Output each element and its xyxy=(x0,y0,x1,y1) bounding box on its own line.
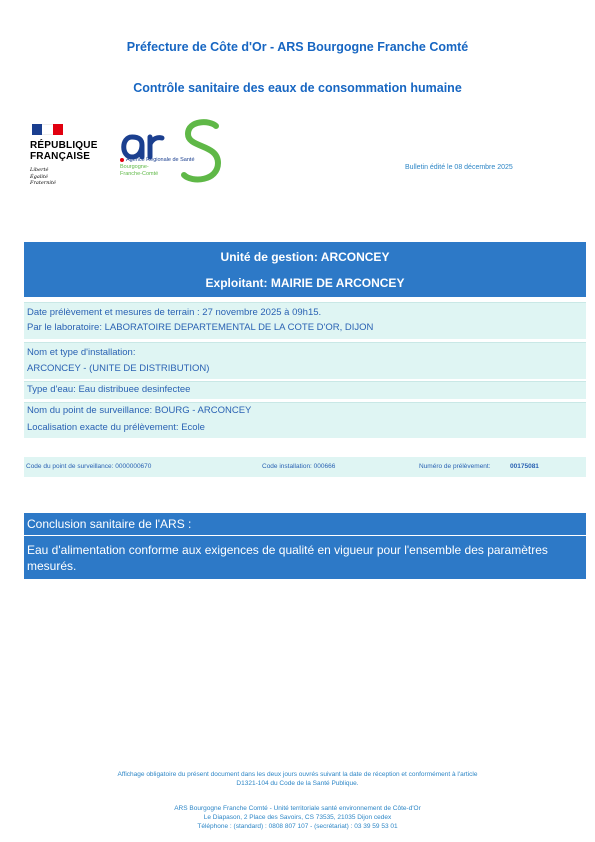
rf-line2: FRANÇAISE xyxy=(30,151,91,162)
display-notice-line1: Affichage obligatoire du présent document dans les deux jours ouvrés suivant la date de réception et conformément à l'article xyxy=(117,771,478,778)
footer-address xyxy=(0,804,595,831)
ars-agency: Agence Régionale de Santé xyxy=(120,157,195,164)
conclusion-text: Eau d'alimentation conforme aux exigences de qualité en vigueur pour l'ensemble des paramètres mesurés. xyxy=(24,536,586,579)
footer-address-line3: Téléphone : (standard) : 0808 807 107 - (secrétariat) : 03 39 59 53 01 xyxy=(197,823,398,830)
unit-exploitant: Exploitant: MAIRIE DE ARCONCEY xyxy=(205,276,405,290)
installation-label: Nom et type d'installation: xyxy=(27,347,136,358)
bulletin-date: Bulletin édité le 08 décembre 2025 xyxy=(405,164,513,171)
unit-header xyxy=(24,242,586,297)
display-notice-line2: D1321-104 du Code de la Santé Publique. xyxy=(236,780,359,787)
unit-gestion: Unité de gestion: ARCONCEY xyxy=(220,250,390,264)
republique-francaise-logo xyxy=(30,124,110,187)
page-title: Préfecture de Côte d'Or - ARS Bourgogne Franche Comté xyxy=(126,40,469,54)
rf-motto2: Égalité xyxy=(30,173,48,180)
sampling-info xyxy=(24,302,586,339)
rf-line1: RÉPUBLIQUE xyxy=(30,140,98,151)
french-flag-icon xyxy=(32,124,63,135)
installation-info xyxy=(24,342,586,379)
conclusion-heading: Conclusion sanitaire de l'ARS : xyxy=(24,513,586,536)
footer-address-line1: ARS Bourgogne Franche Comté - Unité territoriale santé environnement de Côte-d'Or xyxy=(174,805,421,812)
water-type-info xyxy=(24,381,586,399)
dot-icon xyxy=(120,158,124,162)
ars-region-line2: Franche-Comté xyxy=(120,171,159,177)
surveillance-point: Nom du point de surveillance: BOURG - ARCONCEY xyxy=(27,405,252,416)
display-notice xyxy=(0,770,595,788)
rf-motto1: Liberté xyxy=(30,167,49,173)
sample-number: 00175081 xyxy=(510,463,539,470)
footer-address-line2: Le Diapason, 2 Place des Savoirs, CS 73535, 21035 Dijon cedex xyxy=(203,814,392,821)
ars-subtitle xyxy=(120,157,195,178)
installation-code: Code installation: 000666 xyxy=(262,463,336,470)
installation-value: ARCONCEY - (UNITE DE DISTRIBUTION) xyxy=(27,363,210,374)
ars-region-line1: Bourgogne- xyxy=(120,164,149,170)
sampling-date: Date prélèvement et mesures de terrain : 27 novembre 2025 à 09h15. xyxy=(27,307,322,318)
surveillance-info xyxy=(24,402,586,438)
point-code: Code du point de surveillance: 0000000670 xyxy=(26,463,152,470)
sampling-location: Localisation exacte du prélèvement: Ecole xyxy=(27,422,205,433)
page-subtitle: Contrôle sanitaire des eaux de consommation humaine xyxy=(133,81,462,95)
codes-row xyxy=(24,457,586,477)
sampling-lab: Par le laboratoire: LABORATOIRE DEPARTEMENTAL DE LA COTE D'OR, DIJON xyxy=(27,322,374,333)
rf-motto3: Fraternité xyxy=(30,180,56,186)
sample-number-label: Numéro de prélèvement: xyxy=(419,463,491,470)
water-type: Type d'eau: Eau distribuee desinfectee xyxy=(27,384,191,395)
